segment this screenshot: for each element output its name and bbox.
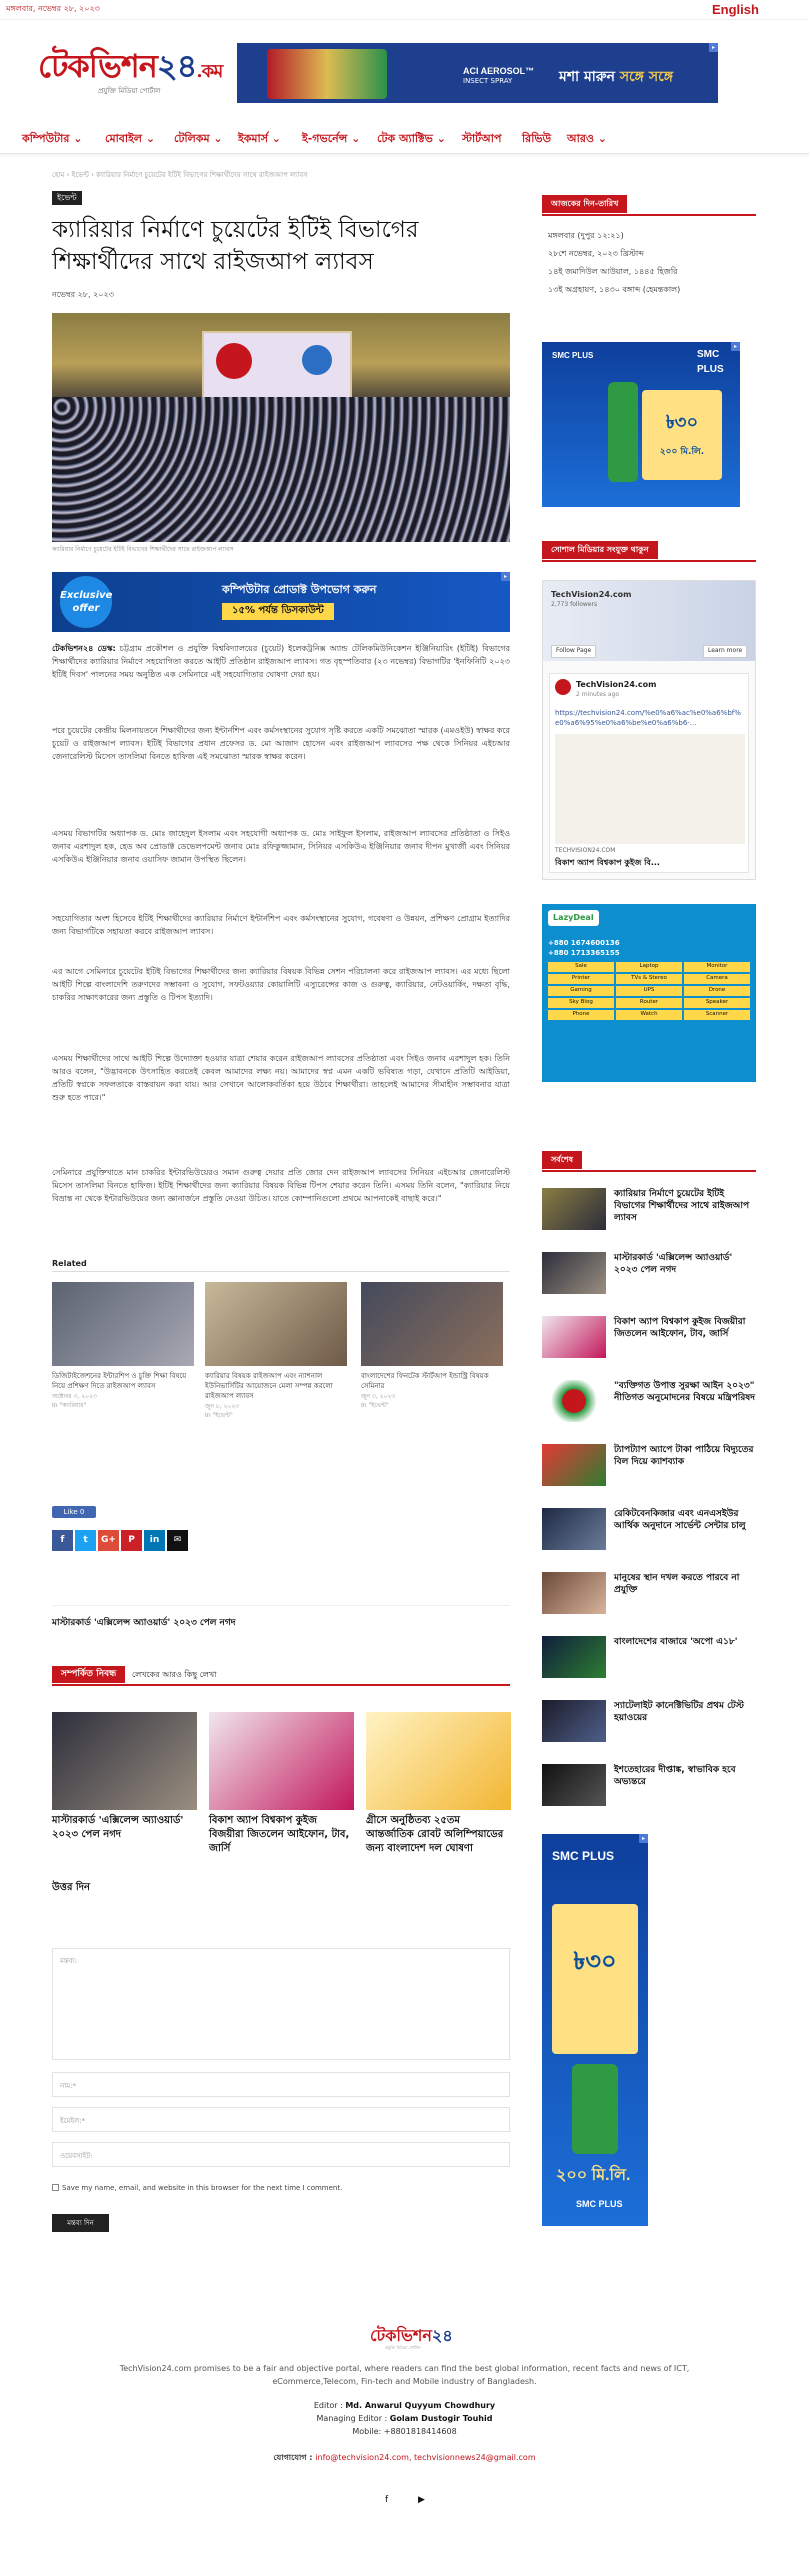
- related-item[interactable]: [52, 1282, 194, 1410]
- more-article-card[interactable]: [209, 1712, 354, 1856]
- breadcrumb[interactable]: হোম › ইভেন্ট › ক্যারিয়ার নির্মাণে চুয়েটের ইটিই বিভাগের শিক্ষার্থীদের সাথে রাইজআপ ল্যাবস: [52, 171, 308, 179]
- newest-item[interactable]: [542, 1572, 756, 1616]
- footer-tagline: প্রযুক্তি মিডিয়া পোর্টাল: [385, 2345, 421, 2350]
- fb-page-name[interactable]: TechVision24.com: [551, 590, 632, 599]
- nav-item-egov[interactable]: ই-গভর্নেন্স ⌄: [302, 132, 361, 145]
- email-placeholder: ইমেইল:*: [60, 2117, 86, 2125]
- name-placeholder: নাম:*: [60, 2082, 76, 2090]
- save-info-row: [52, 2183, 342, 2193]
- article-paragraph-4: সহযোগিতার অংশ হিসেবে ইটিই শিক্ষার্থীদের ক্যারিয়ার নির্মাণে ইন্টার্নশিপ এবং কর্মসংস্থানের সুযোগ, গবেষণা ও উন্নয়ন, প্রশিক্ষণ প্রোগ্রাম ইত্যাদির জন্য বিভাগটিকে সহায়তা করবে রাইজআপ ল্যাবস।: [52, 914, 510, 936]
- footer-youtube-icon[interactable]: ▶: [418, 2495, 425, 2505]
- newest-thumb: [542, 1252, 606, 1294]
- header-ad-brand: ACI AEROSOL™: [463, 66, 535, 76]
- article-paragraph-7: সেমিনারে প্রযুক্তিখাতে মান চাকরির ইন্টারভিউয়েরও সমান গুরুত্ব দেয়ার প্রতি জোর দেন রাইজআপ ল্যাবসের সিনিয়র এইচআর জেনারেলিস্ট মিসেস তাসলিমা বিনতে হাফিজ। ইটিই শিক্ষার্থীদের জন্য ক্যারিয়ার বিষয়ক বিভিন্ন টিপস শেয়ার করেন তিনি। এসময় তিনি বলেন, "ক্যারিয়ার নিয়ে বিভ্রান্ত না থেকে ইন্টারভিউয়ের জন্য জ্ঞানার্জনে প্রস্তুতি নেওয়া উচিত। যাতে কোম্পানিগুলো প্রথমে আপনাকেই বাছাই করে।": [52, 1168, 510, 1203]
- footer-contact: [0, 2452, 809, 2464]
- newest-thumb: [542, 1764, 606, 1806]
- spray-cans-image: [267, 49, 387, 99]
- lazydeal-cat: Watch: [616, 1010, 682, 1020]
- fb-post-image: [555, 734, 745, 844]
- comment-heading: উত্তর দিন: [52, 1882, 91, 1893]
- newest-item[interactable]: [542, 1700, 756, 1744]
- newest-title: ইশতেহারের দীপ্তাঙ্ক, স্বাভাবিক হবে অভ্যন্তরে: [614, 1765, 736, 1787]
- lazydeal-phone-2: +880 1713365155: [548, 949, 620, 957]
- article-photo: [52, 313, 510, 542]
- smc-plus-logo: SMC PLUS: [552, 1849, 615, 1863]
- related-date: জুন ৩, ২০২৩: [361, 1393, 396, 1400]
- newest-item[interactable]: [542, 1316, 756, 1360]
- newest-item[interactable]: [542, 1380, 756, 1424]
- editor-label: Editor :: [313, 2401, 346, 2410]
- share-pinterest-icon[interactable]: P: [121, 1530, 142, 1551]
- share-email-icon[interactable]: ✉: [167, 1530, 188, 1551]
- newest-title: বিকাশ অ্যাপ বিশ্বকাপ কুইজ বিজয়ীরা জিতলেন আইফোন, টাব, জার্সি: [614, 1317, 746, 1339]
- nav-item-startup[interactable]: স্টার্টআপ: [462, 132, 502, 145]
- newest-thumb: [542, 1380, 606, 1422]
- lazydeal-cat: Phone: [548, 1010, 614, 1020]
- category-tag[interactable]: ইভেন্ট: [52, 191, 82, 205]
- related-category: In "ক্যারিয়ার": [52, 1401, 87, 1409]
- footer-logo[interactable]: [370, 2324, 453, 2347]
- newest-title: মাস্টারকার্ড 'এক্সিলেন্স অ্যাওয়ার্ড' ২০২৩ পেল নগদ: [614, 1253, 733, 1275]
- calendar-label: আজকের দিন-তারিখ: [542, 195, 627, 213]
- facebook-page-widget[interactable]: [542, 580, 756, 880]
- offer-badge-line1: Exclusive: [60, 590, 113, 601]
- related-date: অক্টোবর ৩, ২০২৩: [52, 1393, 97, 1400]
- managing-editor-name: Golam Dustogir Touhid: [389, 2414, 493, 2423]
- contact-emails[interactable]: info@techvision24.com, techvisionnews24@gmail.com: [315, 2453, 536, 2462]
- calendar-line: মঙ্গলবার (দুপুর ১২:২১): [548, 231, 624, 240]
- website-placeholder: ওয়েবসাইট:: [60, 2152, 93, 2160]
- editor-name: Md. Anwarul Quyyum Chowdhury: [345, 2401, 496, 2410]
- email-input[interactable]: [52, 2107, 510, 2132]
- lazydeal-cat: Sale: [548, 962, 614, 972]
- main-nav: [0, 124, 809, 154]
- nav-item-ecommerce[interactable]: ইকমার্স ⌄: [238, 132, 282, 145]
- related-thumb: [205, 1282, 347, 1366]
- managing-editor-label: Managing Editor :: [316, 2414, 390, 2423]
- footer-editor: [0, 2400, 809, 2412]
- lazydeal-logo: LazyDeal: [548, 910, 599, 926]
- nav-item-more[interactable]: আরও ⌄: [567, 132, 608, 145]
- previous-post-link[interactable]: মাস্টারকার্ড 'এক্সিলেন্স অ্যাওয়ার্ড' ২০২৩ পেল নগদ: [52, 1618, 236, 1628]
- smc-pack: [642, 390, 722, 480]
- lazydeal-cat: Monitor: [684, 962, 750, 972]
- related-title: ডিজিটাইজেশনের ইন্টারশিপ ও চুক্তি শিক্ষা বিষয়ে নিয়ে প্রশিক্ষণ দিতে রাইজআপ ল্যাবস: [52, 1372, 187, 1390]
- newest-label: সর্বশেষ: [542, 1151, 582, 1169]
- fb-post-headline[interactable]: বিকাশ অ্যাপ বিশ্বকাপ কুইজ বি...: [555, 858, 660, 867]
- more-article-title: বিকাশ অ্যাপ বিশ্বকাপ কুইজ বিজয়ীরা জিতলেন আইফোন, টাব, জার্সি: [209, 1815, 350, 1854]
- smc-pack: [552, 1904, 638, 2054]
- newest-title: "ব্যক্তিগত উপাত্ত সুরক্ষা আইন ২০২৩" নীতিগত অনুমোদনের বিষয়ে মন্ত্রিপরিষদ: [614, 1381, 755, 1403]
- footer-mobile: Mobile: +8801818414608: [352, 2427, 457, 2436]
- related-divider: [52, 1271, 510, 1272]
- related-category: In "ইভেন্ট": [361, 1401, 389, 1409]
- header-ad-product: INSECT SPRAY: [463, 77, 513, 85]
- website-input[interactable]: [52, 2142, 510, 2167]
- lazydeal-cat: Laptop: [616, 962, 682, 972]
- fb-followers: 2,773 followers: [551, 601, 598, 608]
- footer-logo-b: ২৪: [431, 2326, 453, 2345]
- calendar-line: ১৩ই অগ্রহায়ণ, ১৪৩০ বঙ্গাব্দ (হেমন্তকাল): [548, 285, 681, 294]
- smc-volume: ২০০ মি.লি.: [556, 2167, 631, 2184]
- footer-logo-a: টেকভিশন: [370, 2326, 432, 2345]
- language-switch-link[interactable]: English: [712, 2, 759, 17]
- newest-title: ক্যারিয়ার নির্মাণে চুয়েটের ইটিই বিভাগের শিক্ষার্থীদের সাথে রাইজআপ ল্যাবস: [614, 1189, 750, 1223]
- lazydeal-cat: Sky Blog: [548, 998, 614, 1008]
- fb-post[interactable]: [549, 673, 749, 873]
- calendar-line: ১৪ই জমাদিউল আউয়াল, ১৪৪৫ হিজরি: [548, 267, 678, 276]
- social-label: সোশাল মিডিয়ার সংযুক্ত থাকুন: [542, 541, 658, 559]
- calendar-widget-header: [542, 194, 756, 216]
- share-google-plus-icon[interactable]: G+: [98, 1530, 119, 1551]
- fb-post-avatar: [555, 679, 571, 695]
- ad-choice-icon[interactable]: ▸: [501, 572, 510, 581]
- save-info-label: Save my name, email, and website in this browser for the next time I comment.: [62, 2184, 343, 2192]
- top-bar: [0, 0, 809, 20]
- logo-tagline: প্রযুক্তি মিডিয়া পোর্টাল: [98, 87, 161, 95]
- related-heading: Related: [52, 1259, 87, 1268]
- newest-item[interactable]: [542, 1188, 756, 1232]
- newest-thumb: [542, 1636, 606, 1678]
- current-date: মঙ্গলবার, নভেম্বর ২৮, ২০২৩: [6, 4, 100, 13]
- newest-item[interactable]: [542, 1508, 756, 1552]
- offer-badge-line2: offer: [72, 603, 100, 614]
- smc-price: ৳৩০: [665, 412, 699, 433]
- lazydeal-cat: Speaker: [684, 998, 750, 1008]
- footer-managing-editor: [0, 2413, 809, 2425]
- related-category: In "ইভেন্ট": [205, 1411, 233, 1419]
- newest-item[interactable]: [542, 1252, 756, 1296]
- lazydeal-cat: Router: [616, 998, 682, 1008]
- related-title: ক্যারিয়ার বিষয়ক রাইজআপ এবং ন্যাশনাল ইউনিভার্সিটির আয়োজনে মেলা সম্পন্ন করলো রাইজআপ ল্যাবস: [205, 1372, 333, 1400]
- article-paragraph-6: এসময় শিক্ষার্থীদের সাথে আইটি শিল্পে উদ্যোক্তা হওয়ার যাত্রা শেয়ার করেন রাইজআপ ল্যাবসের প্রতিষ্ঠাতা এবং সিইও জনাব এরশাদুল হক। তিনি আরও বলেন, "উদ্ভাবনকে উৎসাহিত করতেই কেবল আমাদের লক্ষ্য নয়। আমাদের স্বপ্ন এমন একটি ভবিষ্যত গড়া, যেখানে প্রতিটি আইডিয়া, প্রতিটি স্বপ্নকে সফলতাকে বাস্তবায়ন করা যায়। আর সেখানে আলোকবর্তিকা হয়ে উঠবে শিক্ষার্থীরা। তাহলেই আমাদের সীমাহীন সম্ভাবনার যাত্রা শুরু হতে পারে।": [52, 1054, 510, 1102]
- smc-bottle: [572, 2064, 618, 2154]
- comment-placeholder: মন্তব্য:: [60, 1957, 77, 1965]
- nav-item-tech-active[interactable]: টেক অ্যাক্টিভ ⌄: [377, 132, 446, 145]
- smc-plus-logo: SMC PLUS: [697, 349, 724, 375]
- newest-title: মানুষের স্থান দখল করতে পারবে না প্রযুক্তি: [614, 1573, 740, 1595]
- fb-post-author[interactable]: TechVision24.com: [576, 680, 657, 689]
- nav-item-mobile[interactable]: মোবাইল ⌄: [105, 132, 156, 145]
- newest-title: রেকিটবেনকিজার এবং এনএসইউর আর্থিক অনুদানে সার্ভেন্ট সেন্টার চালু: [614, 1509, 746, 1531]
- related-date: জুন ৮, ২০২৩: [205, 1403, 240, 1410]
- related-item[interactable]: [205, 1282, 347, 1420]
- tab-more-from-author[interactable]: লেখকের আরও কিছু লেখা: [132, 1670, 217, 1679]
- logo-suffix: .কম: [196, 61, 223, 82]
- related-articles-tabs: [52, 1664, 510, 1686]
- smc-volume: ২০০ মি.লি.: [659, 447, 705, 458]
- lazydeal-categories: [548, 962, 750, 1020]
- more-article-card[interactable]: [52, 1712, 197, 1842]
- more-article-title: মাস্টারকার্ড 'এক্সিলেন্স অ্যাওয়ার্ড' ২০২৩ পেল নগদ: [52, 1815, 184, 1840]
- name-input[interactable]: [52, 2072, 510, 2097]
- fb-post-domain: TECHVISION24.COM: [555, 847, 616, 854]
- ad-choice-icon[interactable]: ▸: [709, 43, 718, 52]
- newest-item[interactable]: [542, 1636, 756, 1680]
- stage-screen: [202, 331, 352, 399]
- article-paragraph-5: এর আগে সেমিনারে চুয়েটের ইটিই বিভাগের শিক্ষার্থীদের জন্য ক্যারিয়ার বিষয়ক বিভিন্ন সেশন পরিচালনা করে রাইজআপ ল্যাবস। এর মধ্যে ছিলো আইটি শিল্পে বাংলাদেশি তরুণদের সম্ভাবনা ও সুযোগ, সফটওয়্যার কোয়ালিটি এস্যুরেন্সের কাজ ও গুরুত্ব, ক্যারিয়ার, নেটওয়ার্কিং, দক্ষতা বৃদ্ধি, চাকরির সাক্ষাৎকারের জন্য প্রস্তুতি ও টিপস ইত্যাদি।: [52, 967, 510, 1002]
- footer-description: TechVision24.com promises to be a fair and objective portal, where readers can find the best global information, recent facts and news of ICT, eCommerce,Telecom, Fin-tech and Mobile industry of Bangladesh.: [119, 2364, 690, 2386]
- share-twitter-icon[interactable]: t: [75, 1530, 96, 1551]
- photo-caption: ক্যারিয়ার নির্মাণে চুয়েটের ইটিই বিভাগের শিক্ষার্থীদের সাথে রাইজআপ ল্যাবস: [52, 546, 234, 553]
- lazydeal-cat: Printer: [548, 974, 614, 984]
- article-lead: টেকভিশন২৪ ডেস্ক:: [52, 644, 116, 653]
- article-date: নভেম্বর ২৮, ২০২৩: [52, 290, 114, 299]
- smc-footer-logo: SMC PLUS: [576, 2199, 623, 2209]
- inline-ad-line1: কম্পিউটার প্রোডাক্ট উপভোগ করুন: [222, 583, 377, 596]
- more-article-thumb: [209, 1712, 354, 1810]
- smc-bottle: [608, 382, 638, 482]
- newest-item[interactable]: [542, 1444, 756, 1488]
- comment-textarea[interactable]: [52, 1948, 510, 2060]
- newest-title: ট্যাপট্যাপ অ্যাপে টাকা পাঠিয়ে বিদ্যুতের বিল দিয়ে ক্যাশব্যাক: [614, 1445, 754, 1467]
- share-linkedin-icon[interactable]: in: [144, 1530, 165, 1551]
- fb-post-time: 2 minutes ago: [576, 691, 620, 698]
- newest-thumb: [542, 1444, 606, 1486]
- nav-item-computer[interactable]: কম্পিউটার ⌄: [22, 132, 83, 145]
- lazydeal-cat: Drone: [684, 986, 750, 996]
- nav-item-review[interactable]: রিভিউ: [522, 132, 552, 145]
- share-facebook-icon[interactable]: f: [52, 1530, 73, 1551]
- site-logo[interactable]: [38, 47, 223, 95]
- sidebar-ad-lazydeal[interactable]: [542, 904, 756, 1082]
- sidebar-ad-smc-tall[interactable]: [542, 1834, 648, 2226]
- article-paragraph-2: পরে চুয়েটের কেন্দ্রীয় মিলনায়তনে শিক্ষার্থীদের জন্য ইন্টার্নশিপ এবং কর্মসংস্থানের সুযোগ সৃষ্টি করতে একটি সমঝোতা স্মারক (এমওইউ) স্বাক্ষর করে চুয়েট ও রাইজআপ ল্যাবস। ইটিই বিভাগের প্রধান প্রফেসর ড. মো আজাদ হোসেন এবং রাইজআপ ল্যাবসের পক্ষ থেকে সিনিয়র এইচআর জেনারেলিস্ট মিসেস তাসলিমা বিনতে হাফিজ এই সমঝোতা স্মারক স্বাক্ষর করেন।: [52, 726, 510, 761]
- nav-item-telecom[interactable]: টেলিকম ⌄: [174, 132, 223, 145]
- newest-thumb: [542, 1316, 606, 1358]
- lazydeal-phone-1: +880 1674600136: [548, 939, 620, 947]
- tab-related-articles[interactable]: সম্পর্কিত নিবন্ধ: [52, 1666, 125, 1683]
- newest-thumb: [542, 1188, 606, 1230]
- newest-item[interactable]: [542, 1764, 756, 1808]
- ad-choice-icon[interactable]: ▸: [731, 342, 740, 351]
- footer-facebook-icon[interactable]: f: [385, 2495, 389, 2505]
- header-ad-slogan-b: সঙ্গে সঙ্গে: [619, 69, 674, 85]
- header-ad-banner[interactable]: [237, 43, 718, 103]
- newest-thumb: [542, 1572, 606, 1614]
- article-paragraph-3: এসময় বিভাগটির অধ্যাপক ড. মোঃ জাহেদুল ইসলাম এবং সহযোগী অধ্যাপক ড. মোঃ সাইফুল ইসলাম, রাইজআপ ল্যাবসের প্রতিষ্ঠাতা ও সিইও জনাব এরশাদুল হক, হেড অব প্রোডাক্ট ডেভেলপমেন্ট জনাব মোঃ রফিকুজ্জামান, সিনিয়র এসকিউএ ইঞ্জিনিয়ার জনাব দীপন মুখার্জী এবং সিনিয়র এসকিউএ ইঞ্জিনিয়ার জনাব ওয়াসিফ জামান উপস্থিত ছিলেন।: [52, 829, 510, 864]
- inline-ad-banner[interactable]: [52, 572, 510, 632]
- newest-widget-header: [542, 1150, 756, 1172]
- post-comment-button[interactable]: মন্তব্য দিন: [52, 2214, 109, 2232]
- audience-crowd: [52, 397, 510, 542]
- fb-like-button[interactable]: Like 0: [52, 1506, 96, 1518]
- smc-logo: SMC PLUS: [552, 351, 594, 360]
- newest-title: বাংলাদেশের বাজারে 'অপো এ১৮': [614, 1637, 738, 1647]
- more-article-thumb: [52, 1712, 197, 1810]
- more-article-thumb: [366, 1712, 511, 1810]
- logo-text-a: টেকভিশন: [38, 47, 157, 85]
- contact-label: যোগাযোগ :: [273, 2453, 316, 2462]
- calendar-line: ২৮শে নভেম্বর, ২০২৩ খ্রিস্টাব্দ: [548, 249, 644, 258]
- lazydeal-cat: TVs & Stereo: [616, 974, 682, 984]
- post-nav-divider: [52, 1605, 510, 1606]
- save-info-checkbox[interactable]: [52, 2184, 59, 2191]
- paragraph-1-text: চট্টগ্রাম প্রকৌশল ও প্রযুক্তি বিশ্ববিদ্যালয়ের (চুয়েট) ইলেকট্রনিক্স অ্যান্ড টেলিকমিউনিকেশন ইঞ্জিনিয়ারিং (ইটিই) বিভাগের শিক্ষার্থীদের ক্যারিয়ার নির্মাণে সহযোগিতা করতে আইটি প্রতিষ্ঠান রাইজআপ ল্যাবস। গত বৃহস্পতিবার (২৩ নভেম্বর) বিভাগটির 'ইনফিনিটি ২০২৩ ইটিই দিবস' পালনের সময় অনুষ্ঠিত এক সেমিনারে এই সহযোগিতার ঘোষণা দেয়া হয়।: [52, 644, 510, 679]
- related-thumb: [361, 1282, 503, 1366]
- social-widget-header: [542, 540, 756, 562]
- related-thumb: [52, 1282, 194, 1366]
- lazydeal-cat: Camera: [684, 974, 750, 984]
- header-ad-slogan-a: মশা মারুন: [559, 69, 615, 85]
- fb-follow-button[interactable]: Follow Page: [551, 645, 596, 658]
- sidebar-ad-smc[interactable]: [542, 342, 740, 507]
- fb-learn-more-button[interactable]: Learn more: [703, 645, 747, 658]
- lazydeal-cat: Scanner: [684, 1010, 750, 1020]
- more-article-card[interactable]: [366, 1712, 511, 1856]
- article-title: ক্যারিয়ার নির্মাণে চুয়েটের ইটিই বিভাগের শিক্ষার্থীদের সাথে রাইজআপ ল্যাবস: [52, 217, 419, 275]
- newest-title: স্যাটেলাইট কানেক্টিভিটির প্রথম টেস্ট হয়াওয়ের: [614, 1701, 744, 1723]
- fb-post-link[interactable]: https://techvision24.com/%e0%a6%ac%e0%a6%bf%e0%a6%95%e0%a6%be%e0%a6%b6-...: [555, 709, 741, 727]
- lazydeal-cat: Gaming: [548, 986, 614, 996]
- lazydeal-phones: [548, 938, 620, 958]
- related-item[interactable]: [361, 1282, 503, 1410]
- lazydeal-cat: UPS: [616, 986, 682, 996]
- newest-thumb: [542, 1700, 606, 1742]
- newest-thumb: [542, 1508, 606, 1550]
- related-title: বাংলাদেশের ফিনটেক স্টার্টআপ ইন্ডাস্ট্রি বিষয়ক সেমিনার: [361, 1372, 489, 1390]
- article-paragraph-1: [52, 642, 510, 681]
- more-article-title: গ্রীসে অনুষ্ঠিতব্য ২৫তম আন্তর্জাতিক রোবট অলিম্পিয়াডের জন্য বাংলাদেশ দল ঘোষণা: [366, 1815, 504, 1854]
- smc-price: ৳৩০: [573, 1947, 617, 1975]
- inline-ad-line2: ১৫% পর্যন্ত ডিসকাউন্ট: [222, 603, 334, 620]
- ad-choice-icon[interactable]: ▸: [639, 1834, 648, 1843]
- logo-text-b: ২৪: [156, 47, 197, 85]
- exclusive-offer-badge: [60, 576, 112, 628]
